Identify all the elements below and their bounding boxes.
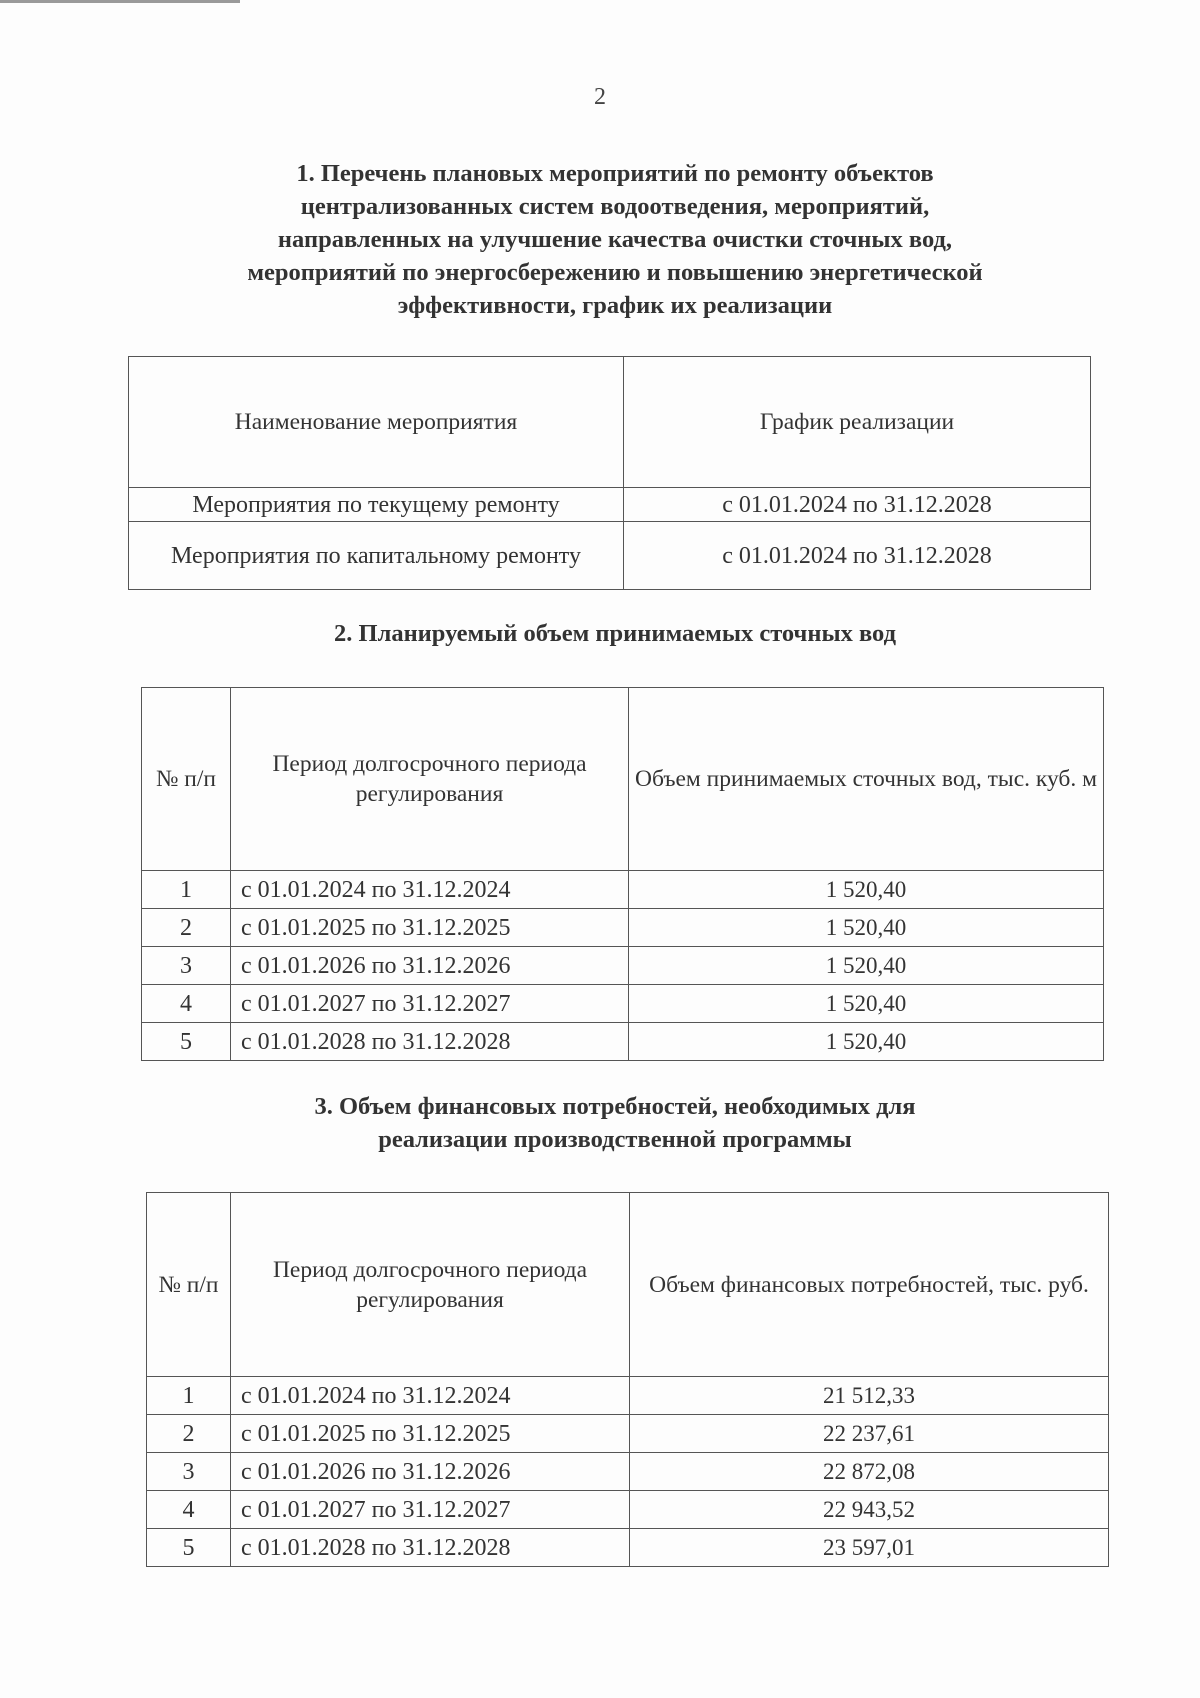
volume-cell: 1 520,40 <box>629 871 1104 909</box>
period-cell: с 01.01.2028 по 31.12.2028 <box>231 1023 629 1061</box>
table-row <box>129 488 1091 522</box>
volume-cell: 1 520,40 <box>629 947 1104 985</box>
column-header-financial-needs: Объем финансовых потребностей, тыс. руб. <box>630 1193 1109 1377</box>
financial-needs-cell: 22 872,08 <box>630 1453 1109 1491</box>
table-header-row <box>147 1193 1109 1377</box>
period-cell: с 01.01.2026 по 31.12.2026 <box>231 1453 630 1491</box>
schedule-cell: с 01.01.2024 по 31.12.2028 <box>624 488 1091 522</box>
column-header-volume: Объем принимаемых сточных вод, тыс. куб. м <box>629 688 1104 871</box>
financial-needs-cell: 21 512,33 <box>630 1377 1109 1415</box>
section1-title-line: мероприятий по энергосбережению и повышению энергетической <box>247 259 983 286</box>
events-table <box>128 356 1091 590</box>
volume-cell: 1 520,40 <box>629 909 1104 947</box>
schedule-cell: с 01.01.2024 по 31.12.2028 <box>624 522 1091 590</box>
table-header-row <box>129 357 1091 488</box>
row-number-cell: 2 <box>147 1415 231 1453</box>
section1-title-line: 1. Перечень плановых мероприятий по ремонту объектов <box>296 160 934 187</box>
section1-title-line: направленных на улучшение качества очистки сточных вод, <box>277 226 953 253</box>
financial-needs-cell: 22 943,52 <box>630 1491 1109 1529</box>
column-header-number: № п/п <box>147 1193 231 1377</box>
wastewater-volume-table <box>141 687 1104 1061</box>
column-header-period: Период долгосрочного периода регулирования <box>231 1193 630 1377</box>
row-number-cell: 5 <box>142 1023 231 1061</box>
table-row <box>142 871 1104 909</box>
section1-title-line: эффективности, график их реализации <box>397 292 833 319</box>
section3-title-line: реализации производственной программы <box>378 1126 852 1153</box>
row-number-cell: 3 <box>142 947 231 985</box>
table-row <box>147 1415 1109 1453</box>
row-number-cell: 3 <box>147 1453 231 1491</box>
table-header-row <box>142 688 1104 871</box>
period-cell: с 01.01.2024 по 31.12.2024 <box>231 871 629 909</box>
column-header-event-name: Наименование мероприятия <box>129 357 624 488</box>
row-number-cell: 4 <box>142 985 231 1023</box>
section1-title-line: централизованных систем водоотведения, мероприятий, <box>300 193 930 220</box>
section1-title <box>150 157 1080 322</box>
period-cell: с 01.01.2028 по 31.12.2028 <box>231 1529 630 1567</box>
table-row <box>142 985 1104 1023</box>
table-row <box>147 1491 1109 1529</box>
row-number-cell: 1 <box>142 871 231 909</box>
section3-title <box>150 1090 1080 1156</box>
table-row <box>129 522 1091 590</box>
scan-edge-mark <box>0 0 240 3</box>
table-row <box>147 1453 1109 1491</box>
table-row <box>147 1529 1109 1567</box>
row-number-cell: 1 <box>147 1377 231 1415</box>
volume-cell: 1 520,40 <box>629 1023 1104 1061</box>
event-name-cell: Мероприятия по текущему ремонту <box>129 488 624 522</box>
period-cell: с 01.01.2025 по 31.12.2025 <box>231 909 629 947</box>
table-row <box>142 909 1104 947</box>
period-cell: с 01.01.2024 по 31.12.2024 <box>231 1377 630 1415</box>
event-name-cell: Мероприятия по капитальному ремонту <box>129 522 624 590</box>
period-cell: с 01.01.2027 по 31.12.2027 <box>231 985 629 1023</box>
table-row <box>142 947 1104 985</box>
column-header-period: Период долгосрочного периода регулирования <box>231 688 629 871</box>
page-number: 2 <box>594 84 606 110</box>
column-header-number: № п/п <box>142 688 231 871</box>
table-row <box>147 1377 1109 1415</box>
row-number-cell: 2 <box>142 909 231 947</box>
period-cell: с 01.01.2025 по 31.12.2025 <box>231 1415 630 1453</box>
column-header-schedule: График реализации <box>624 357 1091 488</box>
period-cell: с 01.01.2026 по 31.12.2026 <box>231 947 629 985</box>
section3-title-line: 3. Объем финансовых потребностей, необходимых для <box>314 1093 916 1120</box>
section2-title <box>150 617 1080 650</box>
financial-needs-table <box>146 1192 1109 1567</box>
financial-needs-cell: 23 597,01 <box>630 1529 1109 1567</box>
row-number-cell: 5 <box>147 1529 231 1567</box>
period-cell: с 01.01.2027 по 31.12.2027 <box>231 1491 630 1529</box>
section2-title-line: 2. Планируемый объем принимаемых сточных вод <box>334 620 896 647</box>
volume-cell: 1 520,40 <box>629 985 1104 1023</box>
row-number-cell: 4 <box>147 1491 231 1529</box>
table-row <box>142 1023 1104 1061</box>
financial-needs-cell: 22 237,61 <box>630 1415 1109 1453</box>
